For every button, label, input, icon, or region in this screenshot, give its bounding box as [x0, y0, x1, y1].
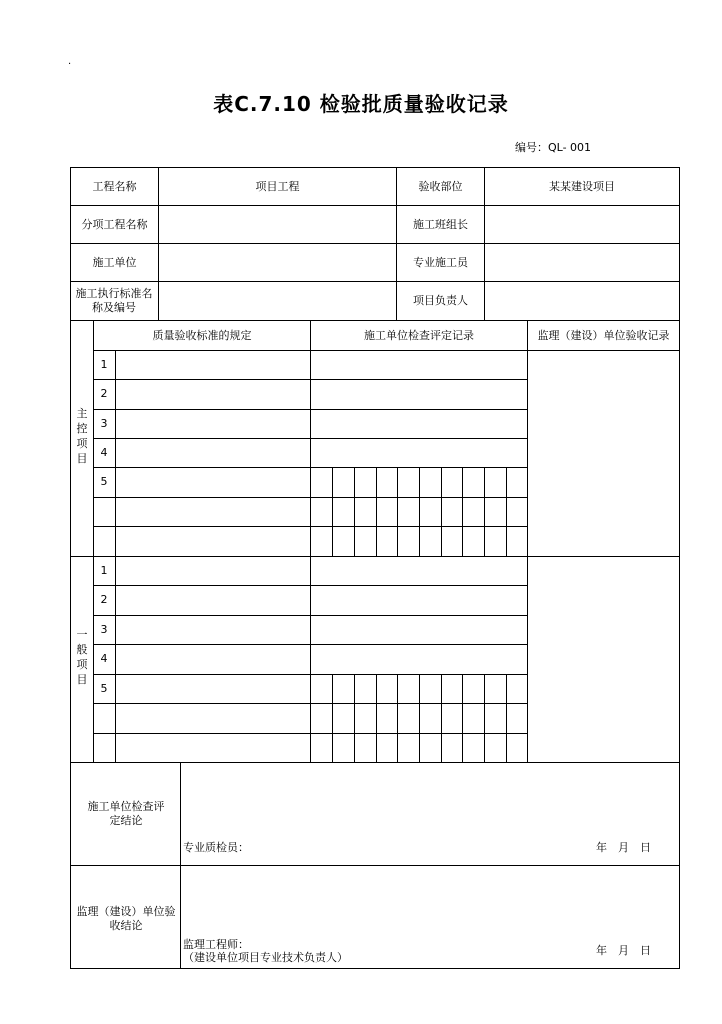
supervisor-conclusion-label: 监理（建设）单位验收结论: [76, 905, 176, 932]
corner-mark: ·: [68, 59, 72, 70]
supervisor-date-label: 年 月 日: [596, 944, 651, 957]
team-leader-value[interactable]: [485, 206, 679, 243]
standard-label: 施工执行标准名称及编号: [75, 287, 153, 314]
general-row-number: 4: [100, 652, 108, 665]
supervision-column-header: 监理（建设）单位验收记录: [537, 328, 670, 342]
worker-label: 专业施工员: [413, 255, 468, 269]
check-column-header: 施工单位检查评定记录: [364, 328, 474, 342]
contractor-label: 施工单位: [92, 255, 137, 269]
main-row-number: 2: [100, 387, 108, 400]
main-row-number: 4: [100, 446, 108, 459]
contractor-conclusion-label: 施工单位检查评定结论: [87, 800, 165, 827]
worker-value[interactable]: [485, 244, 679, 281]
project-name-value[interactable]: 项目工程: [255, 179, 300, 193]
contractor-value[interactable]: [159, 244, 396, 281]
form-code: 编号：QL- 001: [515, 141, 592, 154]
page-title: 表C.7.10 检验批质量验收记录: [213, 92, 509, 116]
main-row-number: 1: [100, 358, 108, 371]
project-name-label: 工程名称: [92, 179, 137, 193]
contractor-date-label: 年 月 日: [596, 841, 651, 854]
general-row-number: 5: [100, 682, 108, 695]
main-row-number: 3: [100, 417, 108, 430]
general-row-number: 1: [100, 564, 108, 577]
general-row-number: 2: [100, 593, 108, 606]
engineer-signature-label: 监理工程师：: [183, 938, 249, 951]
part-value[interactable]: 某某建设项目: [549, 179, 615, 193]
standard-value[interactable]: [159, 282, 396, 320]
sub-project-label: 分项工程名称: [81, 217, 148, 231]
spec-column-header: 质量验收标准的规定: [152, 328, 252, 342]
part-label: 验收部位: [418, 179, 463, 193]
manager-value[interactable]: [485, 282, 679, 320]
general-items-label: 一般项目: [76, 628, 88, 686]
main-control-label: 主控项目: [76, 407, 88, 465]
team-leader-label: 施工班组长: [413, 217, 468, 231]
main-row-number: 5: [100, 475, 108, 488]
engineer-signature-note: （建设单位项目专业技术负责人）: [183, 951, 348, 964]
general-row-number: 3: [100, 623, 108, 636]
inspector-signature-label: 专业质检员：: [183, 841, 249, 854]
sub-project-value[interactable]: [159, 206, 396, 243]
manager-label: 项目负责人: [413, 294, 468, 307]
